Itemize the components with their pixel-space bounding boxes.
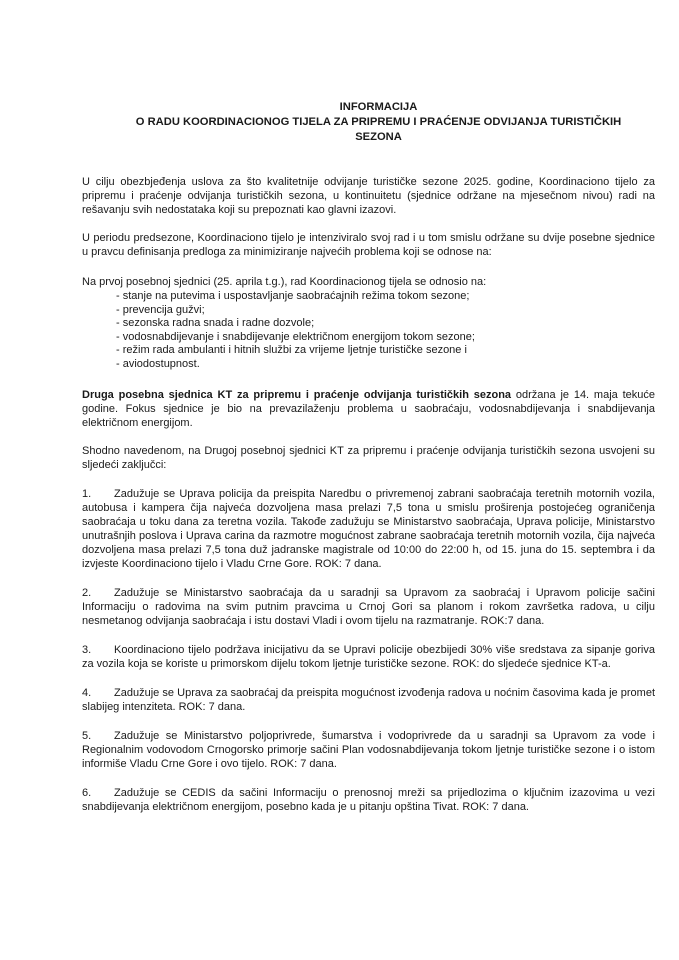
conclusion-number: 1.: [82, 487, 92, 500]
title-line-3: SEZONA: [355, 131, 402, 143]
list-item: - stanje na putevima i uspostavljanje saobraćajnih režima tokom sezone;: [116, 290, 470, 302]
conclusion-item: [82, 487, 655, 571]
second-session-text: održana je 14. maja tekuće godine. Fokus sjednice je bio na prevazilaženju problema u saobraćaju, vodosnabdijevanja i snabdijevanja električnom energijom.: [82, 388, 656, 429]
conclusion-item: [82, 686, 655, 714]
document-title: [90, 100, 667, 145]
conclusion-text: Zadužuje se Uprava policija da preispita Naredbu o privremenoj zabrani saobraćaja teretnih motornih vozila, autobusa i kampera čija najveća dozvoljena masa prelazi 7,5 tona u smislu proširenja postojećeg ograničenja saobraćaja u toku dana za teretna vozila. Takođe zadužuju se Ministarstvo saobraćaja, Uprava policije, Ministarstvo unutrašnjih poslova i Uprava carina da razmotre mogućnost zabrane saobraćaja teretnih motornih vozila, čija najveća dozvoljena masa prelazi 7,5 tona duž jadranske magistrale od 10:00 do 22:00 h, od 15. juna do 15. septembra i da izvjeste Koordinaciono tijelo i Vladu Crne Gore. ROK: 7 dana.: [82, 487, 655, 570]
first-session-topics: [116, 290, 655, 372]
second-session-paragraph: [82, 388, 655, 430]
title-line-1: INFORMACIJA: [339, 101, 418, 113]
conclusion-number: 4.: [82, 686, 92, 699]
conclusion-text: Zadužuje se CEDIS da sačini Informaciju o prenosnoj mreži sa prijedlozima o ključnim izazovima u vezi snabdijevanja električnom energijom, posebno kada je u pitanju opština Tivat. ROK: 7 dana.: [82, 786, 655, 813]
list-item: - aviodostupnost.: [116, 357, 200, 370]
second-session-heading: Druga posebna sjednica KT za pripremu i praćenje odvijanja turističkih sezona: [82, 388, 512, 401]
conclusion-number: 3.: [82, 643, 92, 656]
first-session-lead: Na prvoj posebnoj sjednici (25. aprila t.g.), rad Koordinacionog tijela se odnosio na:: [82, 276, 487, 288]
conclusion-item: [82, 786, 655, 814]
conclusion-item: [82, 729, 655, 771]
conclusion-item: [82, 643, 655, 671]
conclusion-text: Zadužuje se Uprava za saobraćaj da preispita mogućnost izvođenja radova u noćnim časovima kada je promet slabijeg intenziteta. ROK: 7 dana.: [82, 686, 655, 713]
list-item: - režim rada ambulanti i hitnih službi za vrijeme ljetnje turističke sezone i: [116, 344, 467, 357]
list-item: - prevencija gužvi;: [116, 303, 205, 316]
conclusion-number: 6.: [82, 786, 92, 799]
list-item: - sezonska radna snada i radne dozvole;: [116, 317, 315, 330]
intro-paragraph-1: U cilju obezbjeđenja uslova za što kvalitetnije odvijanje turističke sezone 2025. godine, Koordinaciono tijelo za pripremu i praćenje odvijanja turističkih sezona, u kontinuitetu (sjednice održane na mjesečnom nivou) radi na rešavanju svih nedostataka koji su prepoznati kao glavni izazovi.: [82, 176, 655, 216]
conclusion-text: Koordinaciono tijelo podržava inicijativu da se Upravi policije obezbijedi 30% više sredstava za sipanje goriva za vozila koja se koriste u primorskom dijelu tokom ljetnje turističke sezone. ROK: do sljedeće sjednice KT-a.: [82, 643, 655, 670]
conclusion-item: [82, 586, 655, 628]
intro-paragraph-2: U periodu predsezone, Koordinaciono tijelo je intenziviralo svoj rad i u tom smislu održane su dvije posebne sjednice u pravcu definisanja predloga za minimiziranje najvećih problema koji se odnose na:: [82, 232, 655, 258]
conclusion-number: 2.: [82, 586, 92, 599]
conclusion-text: Zadužuje se Ministarstvo poljoprivrede, šumarstva i vodoprivrede da u saradnji sa Upravom za vode i Regionalnim vodovodom Crnogorsko primorje sačini Plan vodosnabdijevanja tokom ljetnje turističke sezone i o istom informiše Vladu Crne Gore i ovo tijelo. ROK: 7 dana.: [82, 729, 655, 770]
list-item: - vodosnabdijevanje i snabdijevanje električnom energijom tokom sezone;: [116, 330, 475, 343]
conclusions-lead: Shodno navedenom, na Drugoj posebnoj sjednici KT za pripremu i praćenje odvijanja turističkih sezona usvojeni su sljedeći zaključci:: [82, 444, 655, 471]
conclusion-text: Zadužuje se Ministarstvo saobraćaja da u saradnji sa Upravom za saobraćaj i Upravom policije sačini Informaciju o radovima na svim putnim pravcima u Crnoj Gori sa planom i rokom završetka radova, u cilju nesmetanog odvijanja saobraćaja i istu dostavi Vladi i ovom tijelu na razmatranje. ROK:7 dana.: [82, 586, 655, 627]
conclusion-number: 5.: [82, 729, 92, 742]
title-line-2: O RADU KOORDINACIONOG TIJELA ZA PRIPREMU I PRAĆENJE ODVIJANJA TURISTIČKIH: [135, 116, 622, 128]
